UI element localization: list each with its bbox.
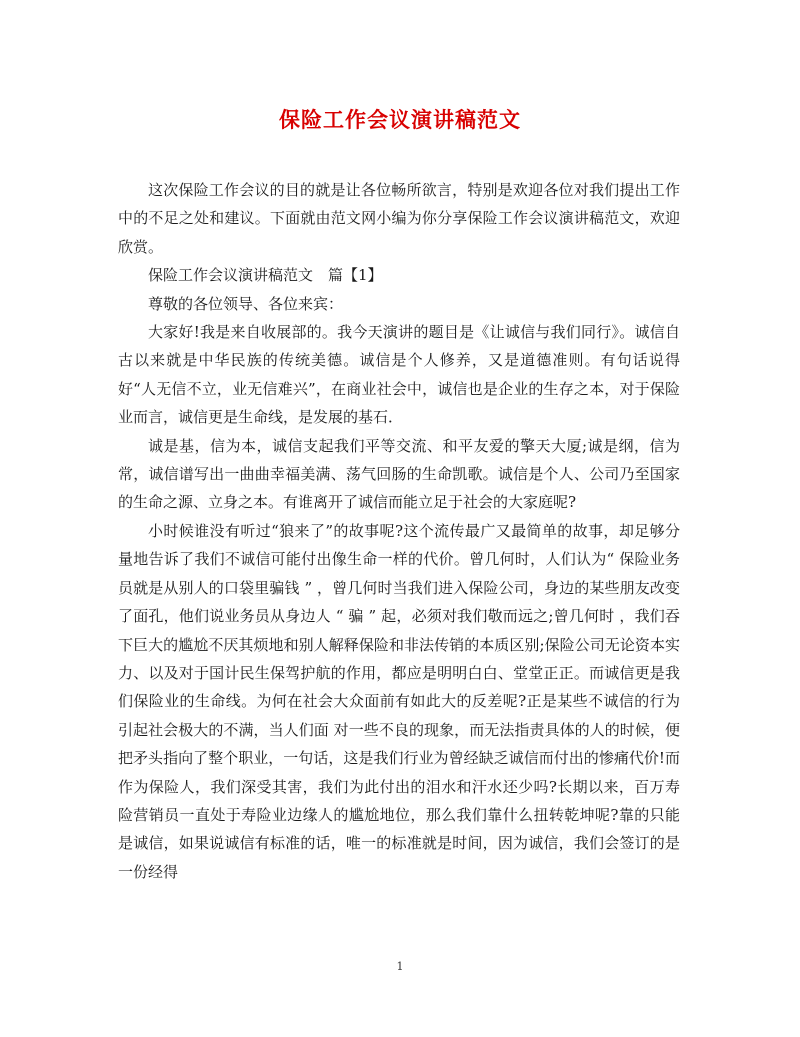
paragraph-section-heading: 保险工作会议演讲稿范文 篇【1】	[148, 266, 383, 285]
paragraph-salutation: 尊敬的各位领导、各位来宾：	[148, 294, 344, 313]
paragraph-intro: 这次保险工作会议的目的就是让各位畅所欲言，特别是欢迎各位对我们提出工作中的不足之处和建议。下面就由范文网小编为你分享保险工作会议演讲稿范文，欢迎欣赏。	[118, 181, 680, 256]
document-title: 保险工作会议演讲稿范文	[279, 107, 521, 132]
page-number: 1	[396, 960, 404, 973]
paragraph-story: 小时候谁没有听过“狼来了”的故事呢?这个流传最广又最简单的故事，却足够分量地告诉了我们不诚信可能付出像生命一样的代价。曾几何时，人们认为“ 保险业务员就是从别人的口袋里骗钱 ” ，曾几何时当我们进入保险公司，身边的某些朋友改变了面孔，他们说业务员从身边人 “ 骗 ” 起，必须对我们敬而远之;曾几何时 ，我们吞下巨大的尴尬不厌其烦地和别人解释保险和非法传销的本质区别;保险公司无论资本实力、以及对于国计民生保驾护航的作用，都应是明明白白、堂堂正正。而诚信更是我们保险业的生命线。为何在社会大众面前有如此大的反差呢?正是某些不诚信的行为引起社会极大的不满，当人们面 对一些不良的现象，而无法指责具体的人的时候，便把矛头指向了整个职业，一句话，这是我们行业为曾经缺乏诚信而付出的惨痛代价!而作为保险人，我们深受其害，我们为此付出的泪水和汗水还少吗?长期以来，百万寿险营销员一直处于寿险业边缘人的尴尬地位，那么我们靠什么扭转乾坤呢?靠的只能是诚信，如果说诚信有标准的话，唯一的标准就是时间，因为诚信，我们会签订的是一份经得	[118, 521, 680, 881]
paragraph-opening: 大家好!我是来自收展部的。我今天演讲的题目是《让诚信与我们同行》。诚信自古以来就是中华民族的传统美德。诚信是个人修养，又是道德准则。有句话说得好“人无信不立，业无信难兴”，在商业社会中，诚信也是企业的生存之本，对于保险业而言，诚信更是生命线，是发展的基石．	[118, 323, 680, 427]
paragraph-integrity: 诚是基，信为本，诚信支起我们平等交流、和平友爱的擎天大厦;诚是纲，信为常，诚信谱写出一曲曲幸福美满、荡气回肠的生命凯歌。诚信是个人、公司乃至国家的生命之源、立身之本。有谁离开了诚信而能立足于社会的大家庭呢?	[118, 436, 680, 512]
document-body	[118, 176, 680, 886]
